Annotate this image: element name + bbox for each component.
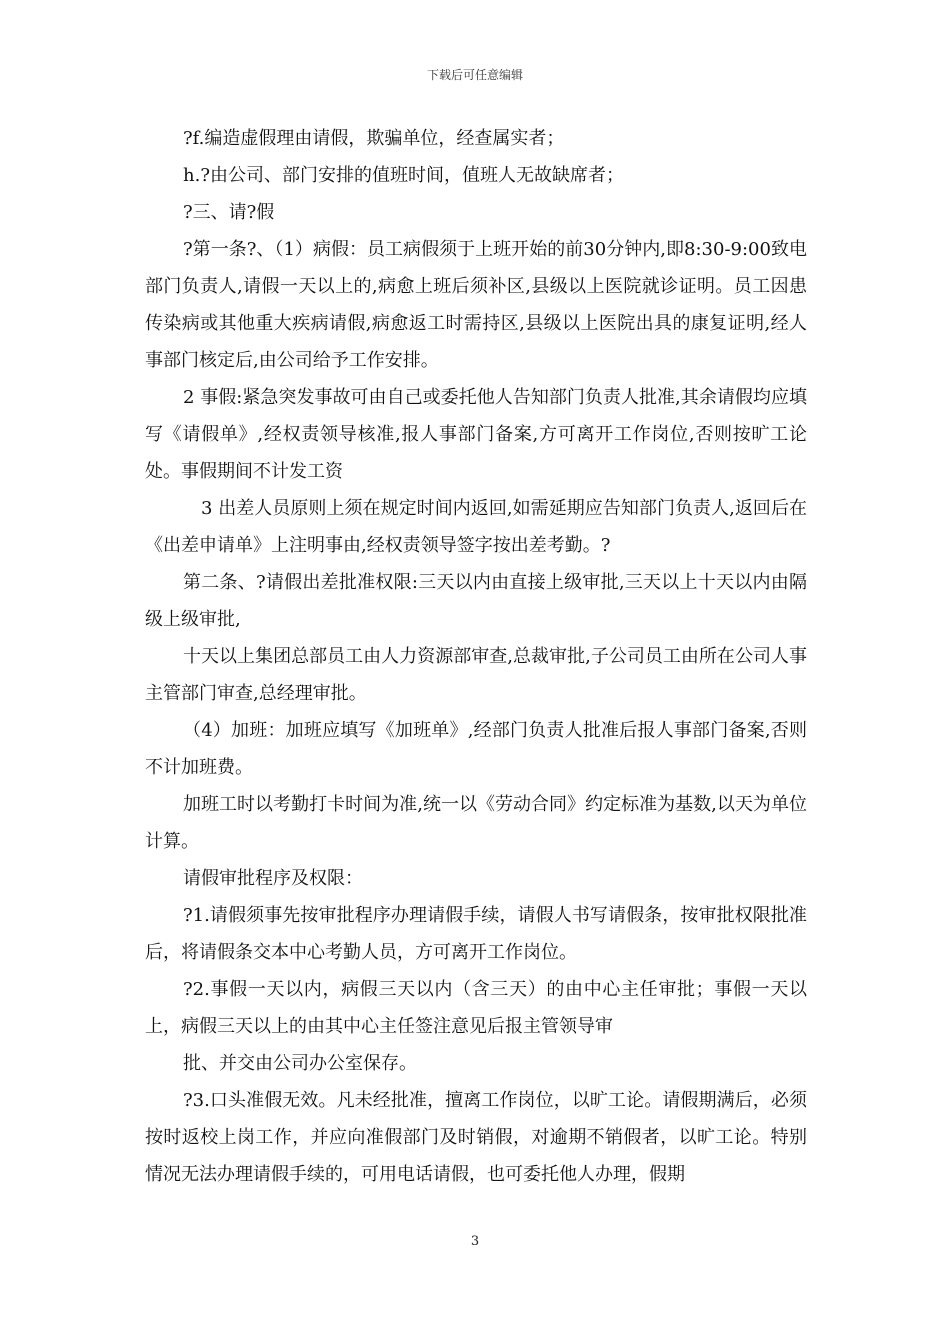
paragraph: 2 事假:紧急突发事故可由自己或委托他人告知部门负责人批准,其余请假均应填写《请假单》,经权责领导核准,报人事部门备案,方可离开工作岗位,否则按旷工论处。事假期间不计发工资 (145, 387, 807, 482)
paragraph: ?第一条?、（1）病假：员工病假须于上班开始的前30分钟内,即8:30-9:00致电部门负责人,请假一天以上的,病愈上班后须补区,县级以上医院就诊证明。员工因患传染病或其他重大疾病请假,病愈返工时需持区,县级以上医院出具的康复证明,经人事部门核定后,由公司给予工作安排。 (145, 239, 807, 371)
paragraph: 3 出差人员原则上须在规定时间内返回,如需延期应告知部门负责人,返回后在《出差申请单》上注明事由,经权责领导签字按出差考勤。? (145, 498, 807, 556)
paragraph: ?f.编造虚假理由请假，欺骗单位，经查属实者； (183, 128, 565, 149)
paragraph: 十天以上集团总部员工由人力资源部审查,总裁审批,子公司员工由所在公司人事主管部门审查,总经理审批。 (145, 646, 807, 704)
page-number: 3 (470, 1234, 480, 1249)
paragraph: （4）加班：加班应填写《加班单》,经部门负责人批准后报人事部门备案,否则不计加班费。 (145, 720, 807, 778)
paragraph: ?3.口头准假无效。凡未经批准，擅离工作岗位，以旷工论。请假期满后，必须按时返校上岗工作，并应向准假部门及时销假，对逾期不销假者，以旷工论。特别情况无法办理请假手续的，可用电话请假，也可委托他人办理，假期 (145, 1090, 807, 1185)
section-heading: ?三、请?假 (183, 202, 275, 223)
document-body (145, 120, 807, 1193)
paragraph: 第二条、?请假出差批准权限:三天以内由直接上级审批,三天以上十天以内由隔级上级审批, (145, 572, 807, 630)
paragraph: 批、并交由公司办公室保存。 (183, 1053, 417, 1074)
paragraph: 加班工时以考勤打卡时间为准,统一以《劳动合同》约定标准为基数,以天为单位计算。 (145, 794, 807, 852)
paragraph: ?1.请假须事先按审批程序办理请假手续，请假人书写请假条，按审批权限批准后，将请假条交本中心考勤人员，方可离开工作岗位。 (145, 905, 807, 963)
paragraph: h.?由公司、部门安排的值班时间，值班人无故缺席者； (183, 165, 624, 186)
paragraph: 请假审批程序及权限： (183, 868, 363, 889)
header-note: 下载后可任意编辑 (426, 68, 523, 82)
paragraph: ?2.事假一天以内，病假三天以内（含三天）的由中心主任审批；事假一天以上，病假三天以上的由其中心主任签注意见后报主管领导审 (145, 979, 807, 1037)
